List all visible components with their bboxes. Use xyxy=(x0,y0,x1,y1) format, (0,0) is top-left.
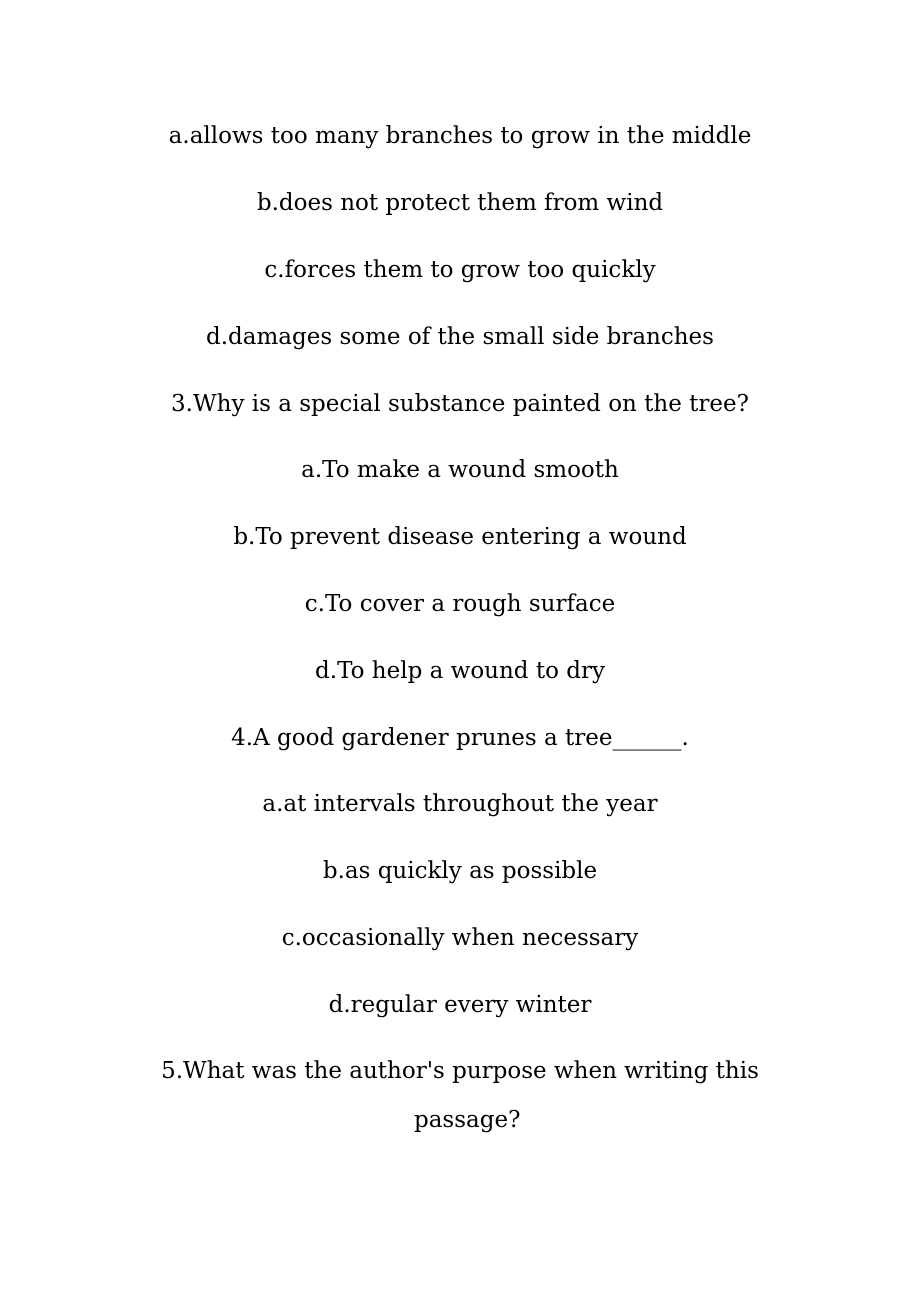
q4-option-a: a.at intervals throughout the year xyxy=(262,791,658,817)
q5-question-line1: 5.What was the author's purpose when writing this xyxy=(161,1058,759,1084)
q2-option-d: d.damages some of the small side branches xyxy=(206,324,714,350)
q4-option-d: d.regular every winter xyxy=(328,992,592,1018)
q4-option-c: c.occasionally when necessary xyxy=(281,925,639,951)
q4-question: 4.A good gardener prunes a tree______. xyxy=(231,725,689,751)
q2-option-b: b.does not protect them from wind xyxy=(256,190,664,216)
q2-option-a: a.allows too many branches to grow in the middle xyxy=(168,123,752,149)
q3-question: 3.Why is a special substance painted on the tree? xyxy=(171,391,749,417)
q3-option-c: c.To cover a rough surface xyxy=(304,591,616,617)
q4-option-b: b.as quickly as possible xyxy=(322,858,598,884)
q5-question-line2: passage? xyxy=(414,1107,521,1133)
q3-option-b: b.To prevent disease entering a wound xyxy=(233,524,687,550)
q3-option-a: a.To make a wound smooth xyxy=(301,457,619,483)
q2-option-c: c.forces them to grow too quickly xyxy=(264,257,656,283)
q3-option-d: d.To help a wound to dry xyxy=(315,658,605,684)
